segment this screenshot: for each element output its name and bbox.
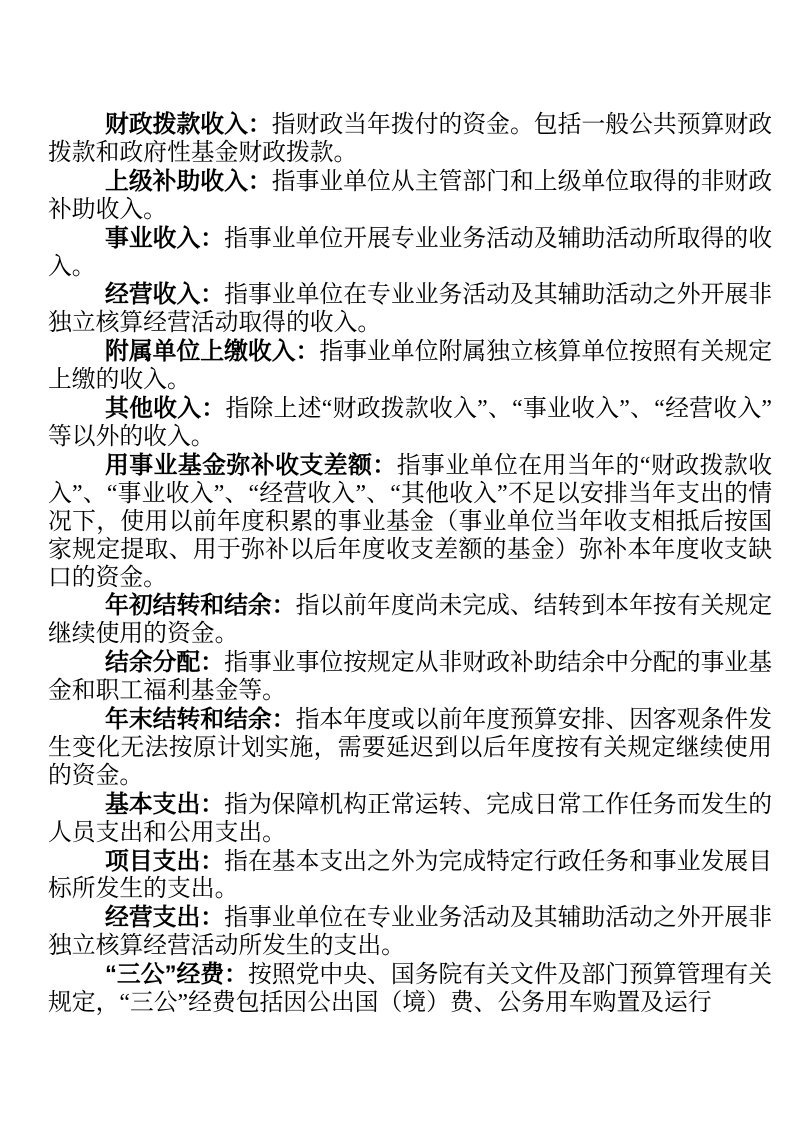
term-label: 经营支出： [105,904,225,932]
term-label: 财政拨款收入： [105,111,272,138]
definition-text: 指事业单位在专业业务活动及其辅助活动之外开展非独立核算经营活动取得的收入。 [48,282,773,337]
definition-paragraph [48,168,772,225]
definition-paragraph [48,904,772,961]
definition-text: 指为保障机构正常运转、完成日常工作任务而发生的人员支出和公用支出。 [48,791,773,846]
term-label: 用事业基金弥补收支差额： [105,451,397,479]
term-label: 经营收入： [105,281,225,309]
definition-paragraph [48,395,772,452]
definition-text: 指除上述“财政拨款收入”、“事业收入”、“经营收入”等以外的收入。 [48,396,772,450]
definition-paragraph [48,592,772,649]
definition-text: 指事业单位开展专业业务活动及辅助活动所取得的收入。 [48,225,773,280]
definition-paragraph [48,706,772,791]
definition-paragraph [48,111,772,168]
term-label: 项目支出： [105,847,225,875]
definition-paragraph [48,281,772,338]
term-label: 其他收入： [105,395,226,423]
term-label: 年末结转和结余： [105,706,296,734]
definition-paragraph [48,452,772,593]
definition-paragraph [48,225,772,282]
term-label: 基本支出： [105,790,225,818]
term-label: 上级补助收入： [105,167,272,195]
term-label: 附属单位上缴收入： [105,338,320,366]
definition-paragraph [48,791,772,848]
term-label: 年初结转和结余： [105,592,296,620]
definition-text: 指在基本支出之外为完成特定行政任务和事业发展目标所发生的支出。 [48,848,773,903]
definitions-text-block [48,111,772,1018]
definition-paragraph [48,338,772,395]
definition-text: 指事业单位在用当年的“财政拨款收入”、“事业收入”、“经营收入”、“其他收入”不足以安排当年支出的情况下，使用以前年度积累的事业基金（事业单位当年收支相抵后按国家规定提取、用于弥补以后年度收支差额的基金）弥补本年度收支缺口的资金。 [48,452,772,591]
definition-text: 指事业单位在专业业务活动及其辅助活动之外开展非独立核算经营活动所发生的支出。 [48,905,773,960]
definition-paragraph [48,848,772,905]
definition-paragraph [48,961,772,1018]
term-label: 结余分配： [105,649,225,677]
term-label: 事业收入： [105,224,225,252]
definition-text: 指事业事位按规定从非财政补助结余中分配的事业基金和职工福利基金等。 [48,650,773,705]
definition-text: 指事业单位从主管部门和上级单位取得的非财政补助收入。 [48,168,773,223]
definition-text: 指本年度或以前年度预算安排、因客观条件发生变化无法按原计划实施，需要延迟到以后年度按有关规定继续使用的资金。 [48,707,772,789]
definition-text: 按照党中央、国务院有关文件及部门预算管理有关规定，“三公”经费包括因公出国（境）费、公务用车购置及运行 [48,962,772,1017]
definition-text: 指财政当年拨付的资金。包括一般公共预算财政拨款和政府性基金财政拨款。 [48,112,773,166]
definition-text: 指事业单位附属独立核算单位按照有关规定上缴的收入。 [48,339,773,394]
term-label: “三公”经费： [105,961,248,989]
definition-text: 指以前年度尚未完成、结转到本年按有关规定继续使用的资金。 [48,593,772,648]
definition-paragraph [48,649,772,706]
